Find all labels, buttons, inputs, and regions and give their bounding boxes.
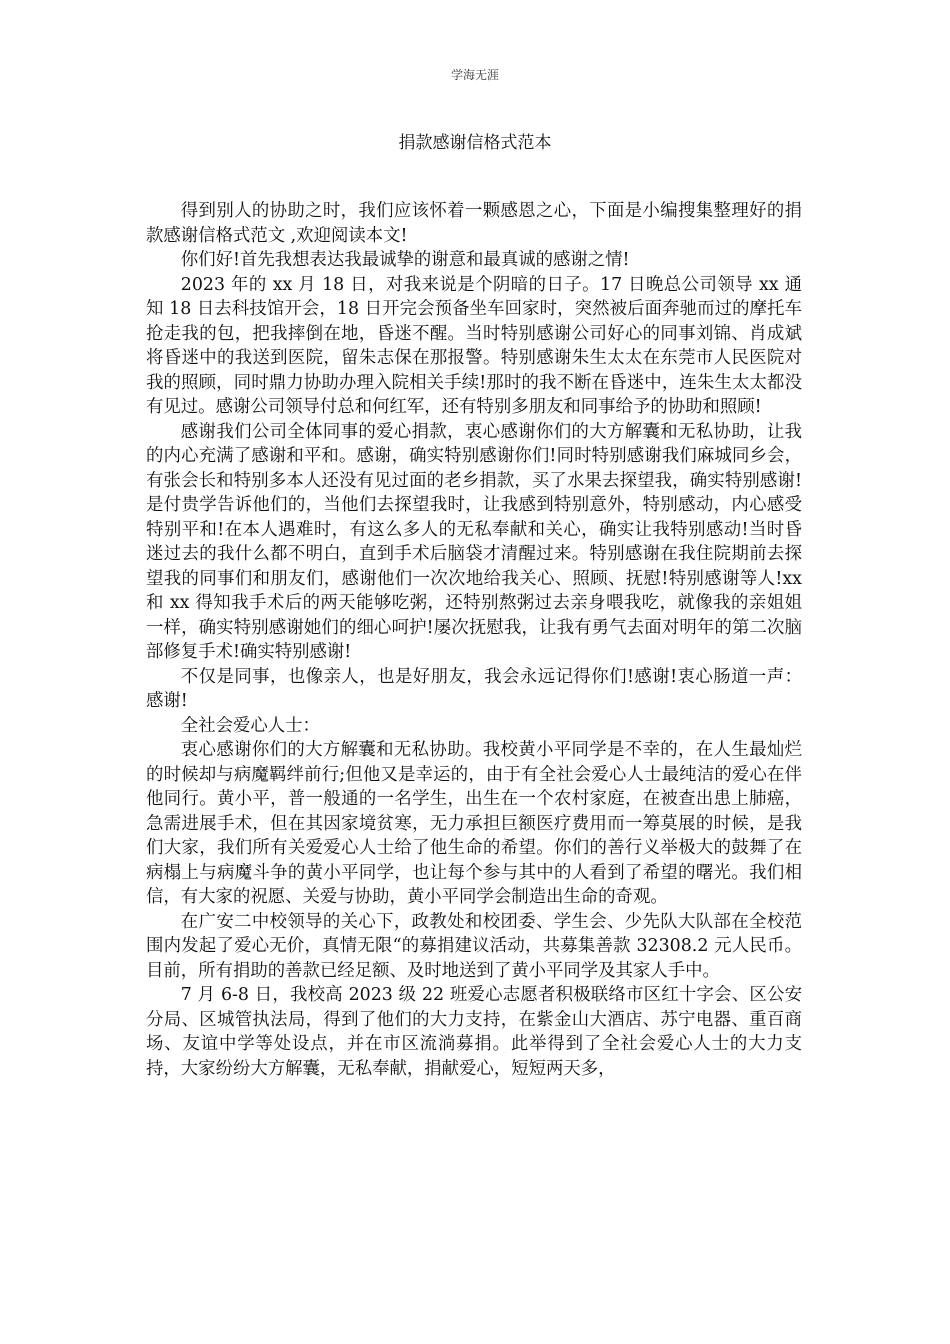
- paragraph-school-thanks: 衷心感谢你们的大方解囊和无私协助。我校黄小平同学是不幸的，在人生最灿烂的时候却与病魔羁绊前行;但他又是幸运的，由于有全社会爱心人士最纯洁的爱心在伴他同行。黄小平，普一般通的一名学生，出生在一个农村家庭，在被查出患上肺癌，急需进展手术，但在其因家境贫寒，无力承担巨额医疗费用而一筹莫展的时候，是我们大家，我们所有关爱爱心人士给了他生命的希望。你们的善行义举极大的鼓舞了在病榻上与病魔斗争的黄小平同学，也让每个参与其中的人看到了希望的曙光。我们相信，有大家的祝愿、关爱与协助，黄小平同学会制造出生命的奇观。: [146, 740, 802, 907]
- paragraph-intro: 得到别人的协助之时，我们应该怀着一颗感恩之心，下面是小编搜集整理好的捐款感谢信格式范文 ,欢迎阅读本文!: [146, 201, 802, 246]
- page-header: 学海无涯: [450, 68, 499, 82]
- document-title: 捐款感谢信格式范本: [398, 133, 552, 153]
- paragraph-thanks-colleagues: 感谢我们公司全体同事的爱心捐款，衷心感谢你们的大方解囊和无私协助，让我的内心充满了感谢和平和。感谢，确实特别感谢你们!同时特别感谢我们麻城同乡会，有张会长和特别多本人还没有见过面的老乡捐款，买了水果去探望我，确实特别感谢!是付贵学告诉他们的，当他们去探望我时，让我感到特别意外，特别感动，内心感受特别平和!在本人遇难时，有这么多人的无私奉献和关心，确实让我特别感动!当时昏迷过去的我什么都不明白，直到手术后脑袋才清醒过来。特别感谢在我住院期前去探望我的同事们和朋友们，感谢他们一次次地给我关心、照顾、抚慰!特别感谢等人!xx 和 xx 得知我手术后的两天能够吃粥，还特别熬粥过去亲身喂我吃，就像我的亲姐姐一样，确实特别感谢她们的细心呵护!屡次抚慰我，让我有勇气去面对明年的第二次脑部修复手术!确实特别感谢!: [146, 421, 802, 662]
- paragraph-volunteers: 7 月 6-8 日，我校高 2023 级 22 班爱心志愿者积极联络市区红十字会、区公安分局、区城管执法局，得到了他们的大力支持，在紫金山大酒店、苏宁电器、重百商场、友谊中学等处设点，并在市区流淌募捐。此举得到了全社会爱心人士的大力支持，大家纷纷大方解囊，无私奉献，捐献爱心，短短两天多，: [146, 985, 802, 1079]
- paragraph-closing-thanks: 不仅是同事，也像亲人，也是好朋友，我会永远记得你们!感谢!衷心肠道一声：感谢!: [146, 666, 802, 711]
- document-body: [146, 199, 802, 1081]
- paragraph-greeting: 你们好!首先我想表达我最诚挚的谢意和最真诚的感谢之情!: [180, 250, 630, 270]
- paragraph-incident: 2023 年的 xx 月 18 日，对我来说是个阴暗的日子。17 日晚总公司领导 xx 通知 18 日去科技馆开会，18 日开完会预备坐车回家时，突然被后面奔驰而过的摩托车抢走我的包，把我摔倒在地，昏迷不醒。当时特别感谢公司好心的同事刘锦、肖成斌将昏迷中的我送到医院，留朱志保在那报警。特别感谢朱生太太在东莞市人民医院对我的照顾，同时鼎力协助办理入院相关手续!那时的我不断在昏迷中，连朱生太太都没有见过。感谢公司领导付总和何红军，还有特别多朋友和同事给予的协助和照顾!: [146, 274, 802, 417]
- paragraph-salutation: 全社会爱心人士：: [180, 715, 320, 736]
- paragraph-donation-drive: 在广安二中校领导的关心下，政教处和校团委、学生会、少先队大队部在全校范围内发起了爱心无价，真情无限“的募捐建议活动，共募集善款 32308.2 元人民币。目前，所有捐助的善款已经足额、及时地送到了黄小平同学及其家人手中。: [146, 911, 802, 981]
